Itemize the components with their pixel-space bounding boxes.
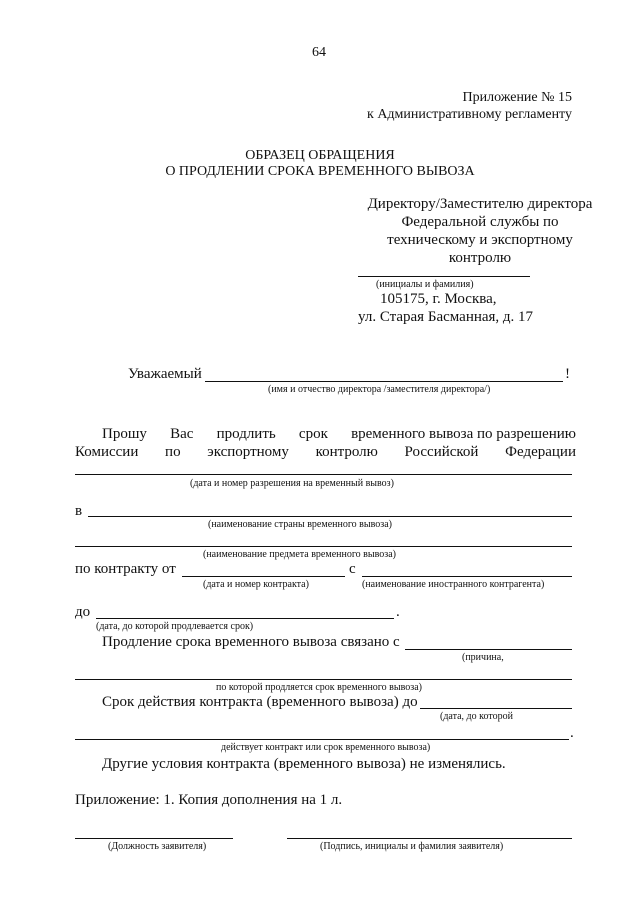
request-word: по — [165, 444, 181, 460]
request-line-1 — [102, 426, 576, 443]
country-label: в — [75, 503, 83, 519]
validity-caption-b: действует контракт или срок временного вывоза) — [221, 742, 431, 753]
permit-caption: (дата и номер разрешения на временный вывоз) — [190, 478, 394, 489]
request-word: Федерации — [505, 444, 576, 460]
addressee-line-2: Федеральной службы по — [401, 214, 559, 230]
request-word: Комиссии — [75, 444, 139, 460]
request-word: Прошу — [102, 426, 147, 442]
country-line — [88, 516, 572, 517]
signature-caption: (Подпись, инициалы и фамилия заявителя) — [320, 841, 504, 852]
initials-line — [358, 276, 530, 277]
document-title-line-1: ОБРАЗЕЦ ОБРАЩЕНИЯ — [245, 148, 395, 163]
country-caption: (наименование страны временного вывоза) — [208, 519, 392, 530]
request-word: Вас — [170, 426, 194, 442]
appendix-line-2: к Административному регламенту — [367, 107, 572, 122]
request-word: срок — [298, 426, 328, 442]
addressee-line-3: техническому и экспортному — [387, 232, 573, 248]
counterparty-caption: (наименование иностранного контрагента) — [362, 579, 545, 590]
until-caption: (дата, до которой продлевается срок) — [96, 621, 254, 632]
item-line — [75, 546, 572, 547]
greeting-exclaim: ! — [565, 366, 570, 382]
position-line — [75, 838, 233, 839]
other-terms: Другие условия контракта (временного вывоза) не изменялись. — [102, 756, 506, 772]
request-word: экспортному — [207, 444, 289, 460]
attachment-note: Приложение: 1. Копия дополнения на 1 л. — [75, 792, 343, 808]
validity-period: . — [570, 725, 574, 741]
initials-caption: (инициалы и фамилия) — [376, 279, 474, 290]
contract-caption: (дата и номер контракта) — [203, 579, 309, 590]
reason-line-2 — [75, 679, 572, 680]
addressee-postal: 105175, г. Москва, — [380, 291, 497, 307]
validity-caption-a: (дата, до которой — [440, 711, 513, 722]
reason-text: Продление срока временного вывоза связано с — [102, 634, 400, 650]
reason-caption-a: (причина, — [462, 652, 504, 663]
request-word: временного вывоза по разрешению — [351, 426, 576, 442]
contract-line — [182, 576, 345, 577]
permit-line — [75, 474, 572, 475]
counterparty-line — [362, 576, 572, 577]
addressee-line-1: Директору/Заместителю директора — [367, 196, 593, 212]
appendix-line-1: Приложение № 15 — [462, 90, 572, 105]
until-line — [96, 618, 394, 619]
addressee-street: ул. Старая Басманная, д. 17 — [358, 309, 534, 325]
validity-text: Срок действия контракта (временного вывоза) до — [102, 694, 418, 710]
reason-caption-b: по которой продляется срок временного вывоза) — [216, 682, 422, 693]
request-line-2 — [75, 444, 576, 461]
director-name-caption: (имя и отчество директора /заместителя директора/) — [268, 384, 491, 395]
contract-label: по контракту от — [75, 561, 176, 577]
until-label: до — [75, 604, 91, 620]
request-word: Российской — [404, 444, 479, 460]
signature-line — [287, 838, 572, 839]
until-period: . — [396, 604, 400, 620]
item-caption: (наименование предмета временного вывоза) — [203, 549, 396, 560]
director-name-line — [205, 381, 563, 382]
validity-line-2 — [75, 739, 569, 740]
validity-line-1 — [420, 708, 572, 709]
reason-line-1 — [405, 649, 572, 650]
document-title-line-2: О ПРОДЛЕНИИ СРОКА ВРЕМЕННОГО ВЫВОЗА — [165, 164, 475, 179]
with-label: с — [349, 561, 356, 577]
page-number: 64 — [312, 45, 326, 60]
addressee-line-4: контролю — [448, 250, 512, 266]
request-word: контролю — [315, 444, 378, 460]
position-caption: (Должность заявителя) — [108, 841, 207, 852]
request-word: продлить — [216, 426, 276, 442]
greeting-word: Уважаемый — [128, 366, 202, 382]
